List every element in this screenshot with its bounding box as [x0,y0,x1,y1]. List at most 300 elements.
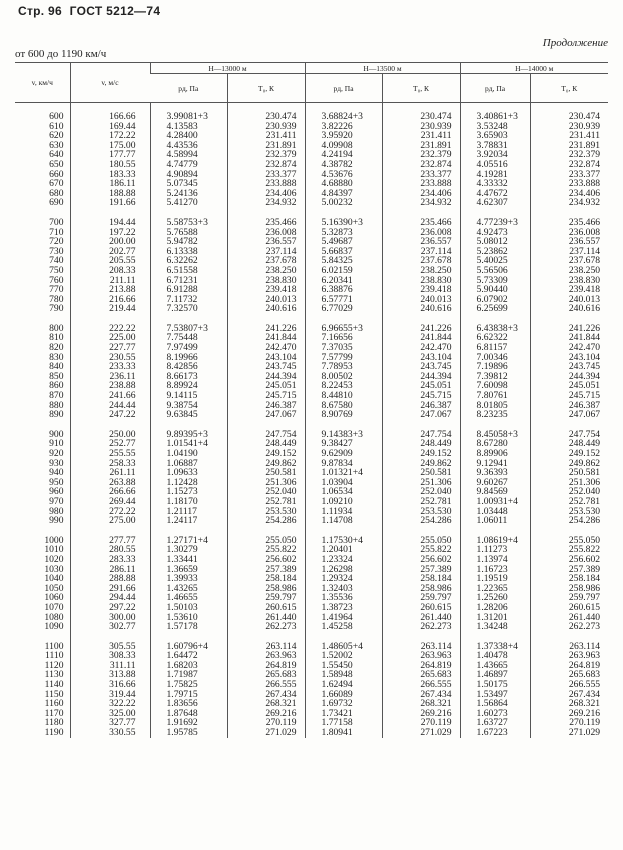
cell-pressure-2: 7.16656 [305,333,382,343]
cell-temp-3: 249.862 [530,459,608,469]
cell-pressure-3: 1.31201 [460,613,530,623]
cell-v-ms: 202.77 [70,247,150,257]
cell-pressure-1: 1.21117 [150,507,227,517]
cell-v-ms: 205.55 [70,256,150,266]
cell-temp-1: 233.377 [227,170,305,180]
cell-temp-2: 266.555 [382,680,460,690]
cell-temp-3: 257.389 [530,565,608,575]
cell-temp-1: 232.379 [227,150,305,160]
cell-pressure-1: 4.28400 [150,131,227,141]
table-row [15,103,608,122]
cell-temp-2: 269.216 [382,709,460,719]
cell-pressure-1: 6.51558 [150,266,227,276]
cell-pressure-1: 1.15273 [150,487,227,497]
cell-pressure-1: 9.63845 [150,410,227,420]
cell-pressure-2: 1.11934 [305,507,382,517]
cell-temp-2: 255.050 [382,526,460,546]
table-row [15,709,608,719]
table-body [15,103,608,738]
cell-pressure-2: 1.20401 [305,545,382,555]
table-row [15,661,608,671]
cell-pressure-2: 9.62909 [305,449,382,459]
cell-temp-3: 238.250 [530,266,608,276]
cell-v-ms: 266.66 [70,487,150,497]
cell-v-ms: 169.44 [70,122,150,132]
cell-v-kmh: 870 [49,390,64,402]
cell-pressure-3: 5.56506 [460,266,530,276]
cell-v-ms: 175.00 [70,141,150,151]
cell-pressure-3: 5.23862 [460,247,530,257]
cell-pressure-2: 3.82226 [305,122,382,132]
cell-v-kmh: 1150 [44,688,64,700]
cell-v-kmh: 920 [49,448,64,459]
table-row [15,314,608,334]
cell-pressure-1: 5.58753+3 [150,208,227,228]
cell-v-kmh: 710 [49,226,64,238]
cell-pressure-3: 6.43838+3 [460,314,530,334]
cell-temp-2: 236.008 [382,228,460,238]
cell-pressure-3: 7.00346 [460,353,530,363]
col-header-pressure-2: pд, Па [305,74,382,103]
cell-v-ms: 208.33 [70,266,150,276]
cell-v-kmh: 760 [49,274,64,286]
cell-v-ms: 294.44 [70,593,150,603]
cell-pressure-3: 4.47672 [460,189,530,199]
cell-temp-2: 270.119 [382,718,460,728]
table-row [15,160,608,170]
cell-pressure-2: 9.87834 [305,459,382,469]
cell-temp-2: 253.530 [382,507,460,517]
cell-pressure-2: 9.38427 [305,439,382,449]
cell-temp-3: 244.394 [530,372,608,382]
cell-pressure-3: 4.33332 [460,179,530,189]
cell-temp-2: 240.013 [382,295,460,305]
cell-v-kmh: 950 [49,476,64,488]
cell-pressure-3: 1.08619+4 [460,526,530,546]
table-row [15,381,608,391]
cell-temp-3: 245.715 [530,391,608,401]
cell-pressure-3: 8.67280 [460,439,530,449]
cell-v-ms: 322.22 [70,699,150,709]
cell-v-ms: 327.77 [70,718,150,728]
cell-pressure-2: 4.24194 [305,150,382,160]
table-row [15,526,608,546]
cell-v-kmh: 1010 [44,544,64,556]
cell-temp-2: 263.114 [382,632,460,652]
cell-temp-3: 238.830 [530,276,608,286]
table-row [15,699,608,709]
cell-pressure-1: 1.33441 [150,555,227,565]
table-row [15,343,608,353]
cell-v-kmh: 650 [49,158,64,170]
cell-pressure-3: 1.46897 [460,670,530,680]
cell-pressure-1: 1.43265 [150,584,227,594]
cell-pressure-3: 1.11273 [460,545,530,555]
cell-v-ms: 272.22 [70,507,150,517]
cell-v-kmh: 1180 [44,717,64,729]
cell-pressure-3: 1.00931+4 [460,497,530,507]
cell-temp-1: 236.008 [227,228,305,238]
cell-temp-2: 258.184 [382,574,460,584]
cell-temp-2: 237.678 [382,256,460,266]
cell-v-kmh: 1100 [44,640,64,652]
cell-v-kmh: 930 [49,457,64,469]
table-row [15,651,608,661]
cell-pressure-1: 5.07345 [150,179,227,189]
cell-temp-3: 234.406 [530,189,608,199]
cell-pressure-3: 1.67223 [460,728,530,738]
cell-pressure-2: 1.26298 [305,565,382,575]
cell-temp-2: 230.939 [382,122,460,132]
cell-pressure-2: 1.23324 [305,555,382,565]
cell-pressure-2: 1.01321+4 [305,468,382,478]
cell-pressure-1: 1.64472 [150,651,227,661]
cell-temp-3: 263.963 [530,651,608,661]
cell-temp-3: 248.449 [530,439,608,449]
col-header-altitude-3: H—14000 м [460,63,608,74]
cell-temp-1: 250.581 [227,468,305,478]
cell-temp-3: 235.466 [530,208,608,228]
table-row [15,285,608,295]
cell-temp-1: 252.040 [227,487,305,497]
cell-v-ms: 166.66 [70,103,150,122]
cell-pressure-3: 8.89906 [460,449,530,459]
cell-temp-2: 237.114 [382,247,460,257]
cell-pressure-1: 7.11732 [150,295,227,305]
cell-temp-3: 249.152 [530,449,608,459]
cell-pressure-2: 7.78953 [305,362,382,372]
cell-pressure-2: 8.44810 [305,391,382,401]
cell-temp-1: 238.830 [227,276,305,286]
cell-temp-2: 248.449 [382,439,460,449]
cell-temp-2: 249.152 [382,449,460,459]
cell-pressure-1: 1.46655 [150,593,227,603]
cell-pressure-3: 4.19281 [460,170,530,180]
cell-v-kmh: 800 [49,322,64,334]
cell-temp-1: 234.406 [227,189,305,199]
cell-v-kmh: 960 [49,486,64,498]
cell-pressure-2: 8.90769 [305,410,382,420]
cell-v-ms: 258.33 [70,459,150,469]
cell-temp-3: 239.418 [530,285,608,295]
cell-v-kmh: 1070 [44,601,64,613]
cell-pressure-3: 3.40861+3 [460,103,530,122]
cell-v-kmh: 630 [49,139,64,151]
table-row [15,410,608,420]
col-header-altitude-2: H—13500 м [305,63,460,74]
cell-v-kmh: 1080 [44,611,64,623]
cell-v-kmh: 660 [49,168,64,180]
table-row [15,170,608,180]
cell-temp-3: 269.216 [530,709,608,719]
cell-v-ms: 305.55 [70,632,150,652]
cell-temp-3: 234.932 [530,198,608,208]
cell-v-ms: 188.88 [70,189,150,199]
cell-temp-1: 249.152 [227,449,305,459]
cell-pressure-1: 1.39933 [150,574,227,584]
cell-pressure-2: 1.73421 [305,709,382,719]
cell-temp-1: 243.745 [227,362,305,372]
cell-temp-1: 241.844 [227,333,305,343]
cell-v-kmh: 730 [49,245,64,257]
cell-pressure-1: 1.24117 [150,516,227,526]
cell-temp-1: 238.250 [227,266,305,276]
table-row [15,122,608,132]
cell-temp-3: 255.050 [530,526,608,546]
cell-pressure-2: 1.62494 [305,680,382,690]
cell-v-ms: 275.00 [70,516,150,526]
cell-pressure-1: 8.66173 [150,372,227,382]
cell-v-kmh: 740 [49,255,64,267]
cell-temp-1: 248.449 [227,439,305,449]
cell-temp-1: 231.891 [227,141,305,151]
cell-v-kmh: 670 [49,178,64,190]
cell-pressure-3: 1.16723 [460,565,530,575]
cell-v-kmh: 830 [49,351,64,363]
cell-temp-3: 260.615 [530,603,608,613]
cell-temp-3: 246.387 [530,401,608,411]
cell-v-kmh: 1170 [44,707,64,719]
cell-pressure-3: 7.19896 [460,362,530,372]
cell-temp-3: 271.029 [530,728,608,738]
cell-pressure-1: 6.32262 [150,256,227,266]
cell-temp-1: 255.822 [227,545,305,555]
cell-temp-2: 233.888 [382,179,460,189]
cell-temp-2: 251.306 [382,478,460,488]
cell-temp-3: 261.440 [530,613,608,623]
cell-v-kmh: 980 [49,505,64,517]
cell-pressure-2: 6.96655+3 [305,314,382,334]
cell-temp-2: 249.862 [382,459,460,469]
cell-v-ms: 186.11 [70,179,150,189]
cell-v-ms: 197.22 [70,228,150,238]
cell-pressure-3: 8.45058+3 [460,420,530,440]
cell-v-ms: 300.00 [70,613,150,623]
cell-pressure-3: 6.07902 [460,295,530,305]
col-header-v-kmh: v, км/ч [15,63,70,103]
cell-v-kmh: 680 [49,187,64,199]
cell-temp-1: 247.067 [227,410,305,420]
cell-v-ms: 283.33 [70,555,150,565]
table-row [15,237,608,247]
cell-temp-1: 245.051 [227,381,305,391]
cell-v-ms: 313.88 [70,670,150,680]
cell-temp-1: 267.434 [227,690,305,700]
cell-temp-2: 243.745 [382,362,460,372]
cell-pressure-1: 4.13583 [150,122,227,132]
cell-temp-3: 230.474 [530,103,608,122]
cell-pressure-1: 8.42856 [150,362,227,372]
cell-temp-3: 236.557 [530,237,608,247]
cell-pressure-2: 1.03904 [305,478,382,488]
table-row [15,208,608,228]
cell-pressure-2: 7.37035 [305,343,382,353]
cell-v-kmh: 840 [49,361,64,373]
cell-pressure-2: 1.66089 [305,690,382,700]
cell-temp-2: 247.754 [382,420,460,440]
cell-temp-3: 258.986 [530,584,608,594]
cell-v-ms: 216.66 [70,295,150,305]
table-row [15,420,608,440]
range-label: от 600 до 1190 км/ч [15,48,107,60]
cell-pressure-2: 1.48605+4 [305,632,382,652]
cell-v-ms: 302.77 [70,622,150,632]
cell-v-ms: 191.66 [70,198,150,208]
cell-temp-3: 268.321 [530,699,608,709]
cell-temp-1: 237.678 [227,256,305,266]
cell-temp-1: 262.273 [227,622,305,632]
cell-temp-1: 255.050 [227,526,305,546]
cell-pressure-2: 5.00232 [305,198,382,208]
cell-v-kmh: 820 [49,342,64,354]
cell-pressure-3: 5.73309 [460,276,530,286]
cell-temp-1: 230.474 [227,103,305,122]
table-row [15,516,608,526]
cell-v-ms: 241.66 [70,391,150,401]
cell-pressure-1: 5.24136 [150,189,227,199]
table-row [15,295,608,305]
cell-pressure-1: 7.53807+3 [150,314,227,334]
cell-pressure-1: 1.68203 [150,661,227,671]
cell-pressure-2: 4.38782 [305,160,382,170]
cell-pressure-2: 8.22453 [305,381,382,391]
cell-temp-2: 259.797 [382,593,460,603]
cell-temp-1: 253.530 [227,507,305,517]
cell-temp-2: 254.286 [382,516,460,526]
cell-v-kmh: 1030 [44,563,64,575]
cell-v-kmh: 610 [49,120,64,132]
cell-temp-3: 270.119 [530,718,608,728]
cell-pressure-2: 7.57799 [305,353,382,363]
cell-temp-3: 262.273 [530,622,608,632]
cell-temp-3: 247.067 [530,410,608,420]
cell-pressure-3: 6.25699 [460,304,530,314]
table-row [15,247,608,257]
cell-temp-2: 261.440 [382,613,460,623]
cell-pressure-3: 9.84569 [460,487,530,497]
cell-temp-3: 236.008 [530,228,608,238]
cell-pressure-3: 3.53248 [460,122,530,132]
cell-pressure-3: 6.62322 [460,333,530,343]
cell-pressure-2: 1.58948 [305,670,382,680]
cell-temp-3: 237.114 [530,247,608,257]
cell-temp-1: 270.119 [227,718,305,728]
cell-temp-3: 267.434 [530,690,608,700]
cell-pressure-2: 1.29324 [305,574,382,584]
cell-temp-1: 258.986 [227,584,305,594]
cell-pressure-3: 8.01805 [460,401,530,411]
cell-pressure-1: 5.76588 [150,228,227,238]
cell-pressure-3: 1.19519 [460,574,530,584]
cell-pressure-1: 1.87648 [150,709,227,719]
cell-pressure-2: 5.16390+3 [305,208,382,228]
cell-v-kmh: 700 [49,216,64,228]
cell-temp-1: 240.616 [227,304,305,314]
cell-temp-2: 268.321 [382,699,460,709]
cell-temp-2: 241.226 [382,314,460,334]
cell-pressure-3: 4.92473 [460,228,530,238]
cell-pressure-1: 1.09633 [150,468,227,478]
cell-pressure-1: 6.13338 [150,247,227,257]
cell-pressure-3: 1.63727 [460,718,530,728]
cell-pressure-3: 3.78831 [460,141,530,151]
cell-temp-3: 252.040 [530,487,608,497]
cell-temp-2: 255.822 [382,545,460,555]
cell-pressure-1: 6.71231 [150,276,227,286]
cell-temp-2: 243.104 [382,353,460,363]
cell-temp-3: 237.678 [530,256,608,266]
cell-temp-2: 246.387 [382,401,460,411]
cell-pressure-3: 1.53497 [460,690,530,700]
table-row [15,141,608,151]
cell-v-kmh: 910 [49,438,64,450]
cell-v-kmh: 1130 [44,669,64,681]
cell-temp-1: 233.888 [227,179,305,189]
cell-temp-3: 266.555 [530,680,608,690]
cell-pressure-1: 1.01541+4 [150,439,227,449]
col-header-pressure-1: pд, Па [150,74,227,103]
cell-pressure-1: 1.04190 [150,449,227,459]
cell-temp-1: 254.286 [227,516,305,526]
cell-temp-2: 244.394 [382,372,460,382]
cell-temp-2: 245.715 [382,391,460,401]
table-row [15,632,608,652]
cell-pressure-2: 1.69732 [305,699,382,709]
table-row [15,584,608,594]
cell-temp-3: 255.822 [530,545,608,555]
table-row [15,593,608,603]
table-row [15,680,608,690]
cell-temp-2: 232.874 [382,160,460,170]
cell-pressure-1: 1.75825 [150,680,227,690]
cell-v-ms: 277.77 [70,526,150,546]
cell-pressure-2: 1.06534 [305,487,382,497]
cell-pressure-2: 5.49687 [305,237,382,247]
cell-temp-2: 245.051 [382,381,460,391]
cell-v-ms: 297.22 [70,603,150,613]
cell-v-ms: 233.33 [70,362,150,372]
cell-pressure-2: 6.20341 [305,276,382,286]
cell-pressure-1: 1.57178 [150,622,227,632]
cell-temp-3: 232.874 [530,160,608,170]
cell-v-kmh: 1140 [44,679,64,691]
table-row [15,555,608,565]
cell-pressure-3: 1.34248 [460,622,530,632]
cell-temp-3: 252.781 [530,497,608,507]
cell-pressure-1: 1.91692 [150,718,227,728]
cell-v-kmh: 880 [49,399,64,411]
page-header [18,4,160,18]
cell-pressure-3: 1.43665 [460,661,530,671]
cell-pressure-3: 1.50175 [460,680,530,690]
cell-temp-1: 252.781 [227,497,305,507]
cell-pressure-1: 1.95785 [150,728,227,738]
table-row [15,487,608,497]
cell-temp-2: 238.830 [382,276,460,286]
cell-pressure-2: 8.67580 [305,401,382,411]
table-row [15,468,608,478]
cell-pressure-2: 1.77158 [305,718,382,728]
table-row [15,256,608,266]
cell-v-kmh: 790 [49,303,64,315]
cell-v-kmh: 1050 [44,582,64,594]
cell-v-kmh: 1040 [44,573,64,585]
cell-temp-2: 230.474 [382,103,460,122]
table-row [15,670,608,680]
cell-temp-2: 240.616 [382,304,460,314]
cell-v-kmh: 970 [49,495,64,507]
cell-pressure-3: 5.90440 [460,285,530,295]
